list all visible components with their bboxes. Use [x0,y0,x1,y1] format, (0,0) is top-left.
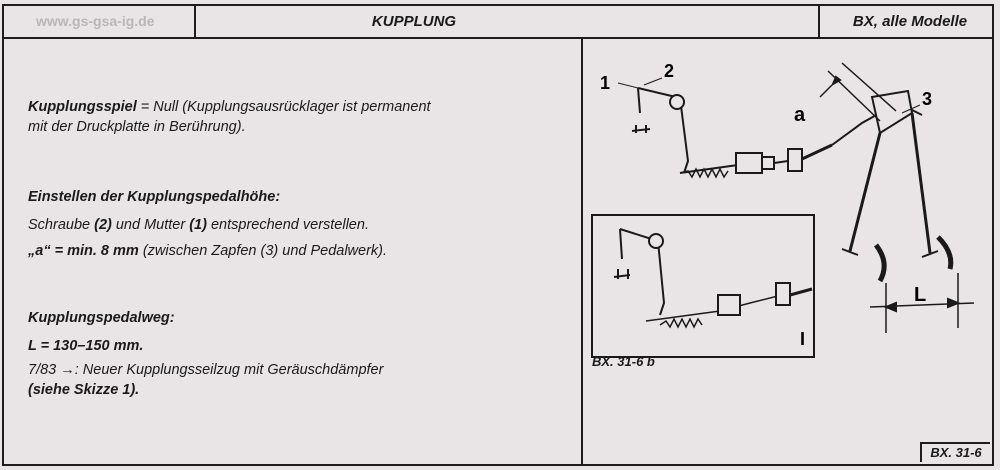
ref-screw: (2) [94,217,112,233]
clutch-pedal [850,133,880,251]
label-a-dimension: a [794,104,806,126]
pedal-height-heading: Einstellen der Kupplungspedalhöhe: [28,189,281,205]
brake-pedal [912,113,930,253]
clutch-play-value: = Null (Kupplungsausrücklager ist permanent [136,99,431,115]
label-L-dimension: L [914,284,927,306]
pedal-travel-value: L = 130–150 mm. [28,338,144,354]
instruction-text: Schraube [28,217,95,233]
lever-fork [632,125,650,133]
inset-label: I [800,329,806,349]
watermark-url: www.gs-gsa-ig.de [36,13,155,29]
clutch-play-value-line2: mit der Druckplatte in Berührung). [28,119,246,135]
clutch-diagram [580,33,990,459]
instruction-text: und Mutter [111,217,190,233]
instruction-text: entsprechend verstellen. [206,217,369,233]
pedal-height-instruction [28,215,387,235]
a-distance-text: (zwischen Zapfen (3) und Pedalwerk). [138,243,388,259]
section-title: KUPPLUNG [371,13,457,30]
figure-caption: BX. 31-6 b [592,354,655,369]
clutch-play-paragraph [28,97,431,137]
pedal-travel-heading: Kupplungspedalweg: [28,310,175,326]
clutch-cable [802,145,832,159]
label-pin: 3 [922,89,933,109]
header-divider [194,6,196,37]
adjuster-nut [736,153,762,173]
label-nut: 1 [600,73,611,93]
label-screw: 2 [664,61,675,81]
cable-sleeve [788,149,802,171]
model-label: BX, alle Modelle [852,13,968,30]
a-distance-line [28,241,387,261]
a-distance-label: „a“ = min. 8 mm [28,243,139,259]
ref-nut: (1) [189,217,207,233]
pedal-height-paragraph [28,187,387,261]
page-reference: BX. 31-6 [920,442,990,462]
pedal-travel-paragraph [28,308,383,400]
lever-pivot [670,95,684,109]
cable-note: 7/83 →: Neuer Kupplungsseilzug mit Geräuschdämpfer [28,362,384,378]
clutch-play-label: Kupplungsspiel [28,99,137,115]
cable-note-ref: (siehe Skizze 1). [28,382,140,398]
